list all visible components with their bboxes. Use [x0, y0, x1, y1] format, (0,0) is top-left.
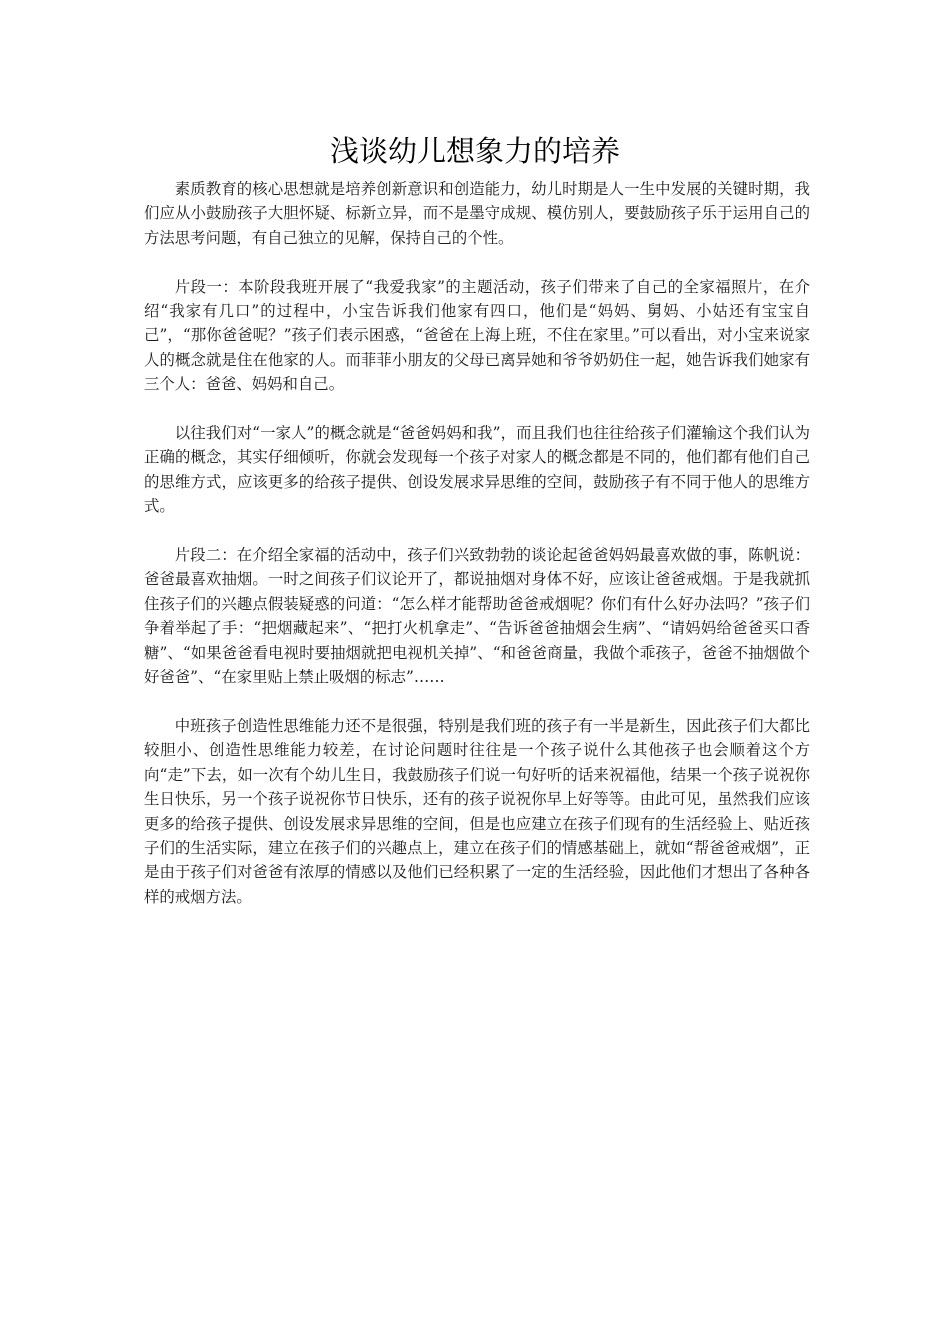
paragraph-segment-two: 片段二：在介绍全家福的活动中，孩子们兴致勃勃的谈论起爸爸妈妈最喜欢做的事，陈帆说：爸爸最喜欢抽烟。一时之间孩子们议论开了，都说抽烟对身体不好，应该让爸爸戒烟。于是我就抓住孩子们的兴趣点假装疑惑的问道：“怎么样才能帮助爸爸戒烟呢？你们有什么好办法吗？”孩子们争着举起了手：“把烟藏起来”、“把打火机拿走”、“告诉爸爸抽烟会生病”、“请妈妈给爸爸买口香糖”、“如果爸爸看电视时要抽烟就把电视机关掉”、“和爸爸商量，我做个乖孩子，爸爸不抽烟做个好爸爸”、“在家里贴上禁止吸烟的标志”…… [144, 546, 810, 687]
document-body [144, 177, 810, 934]
paragraph-intro: 素质教育的核心思想就是培养创新意识和创造能力，幼儿时期是人一生中发展的关键时期，我们应从小鼓励孩子大胆怀疑、标新立异，而不是墨守成规、模仿别人，要鼓励孩子乐于运用自己的方法思考问题，有自己独立的见解，保持自己的个性。 [144, 180, 810, 247]
paragraph-segment-one: 片段一：本阶段我班开展了“我爱我家”的主题活动，孩子们带来了自己的全家福照片，在介绍“我家有几口”的过程中，小宝告诉我们他家有四口，他们是“妈妈、舅妈、小姑还有宝宝自己”，“那你爸爸呢？”孩子们表示困惑，“爸爸在上海上班，不住在家里。”可以看出，对小宝来说家人的概念就是住在他家的人。而菲菲小朋友的父母已离异她和爷爷奶奶住一起，她告诉我们她家有三个人：爸爸、妈妈和自己。 [144, 277, 810, 394]
paragraph-conclusion: 中班孩子创造性思维能力还不是很强，特别是我们班的孩子有一半是新生，因此孩子们大都比较胆小、创造性思维能力较差，在讨论问题时往往是一个孩子说什么其他孩子也会顺着这个方向“走”下去，如一次有个幼儿生日，我鼓励孩子们说一句好听的话来祝福他，结果一个孩子说祝你生日快乐，另一个孩子说祝你节日快乐，还有的孩子说祝你早上好等等。由此可见，虽然我们应该更多的给孩子提供、创设发展求异思维的空间，但是也应建立在孩子们现有的生活经验上、贴近孩子们的生活实际，建立在孩子们的兴趣点上，建立在孩子们的情感基础上，就如“帮爸爸戒烟”，正是由于孩子们对爸爸有浓厚的情感以及他们已经积累了一定的生活经验，因此他们才想出了各种各样的戒烟方法。 [144, 716, 810, 906]
paragraph-reflection-one: 以往我们对“一家人”的概念就是“爸爸妈妈和我”，而且我们也往往给孩子们灌输这个我们认为正确的概念，其实仔细倾听，你就会发现每一个孩子对家人的概念都是不同的，他们都有他们自己的思维方式，应该更多的给孩子提供、创设发展求异思维的空间，鼓励孩子有不同于他人的思维方式。 [144, 424, 810, 516]
document-title: 浅谈幼儿想象力的培养 [329, 134, 620, 168]
